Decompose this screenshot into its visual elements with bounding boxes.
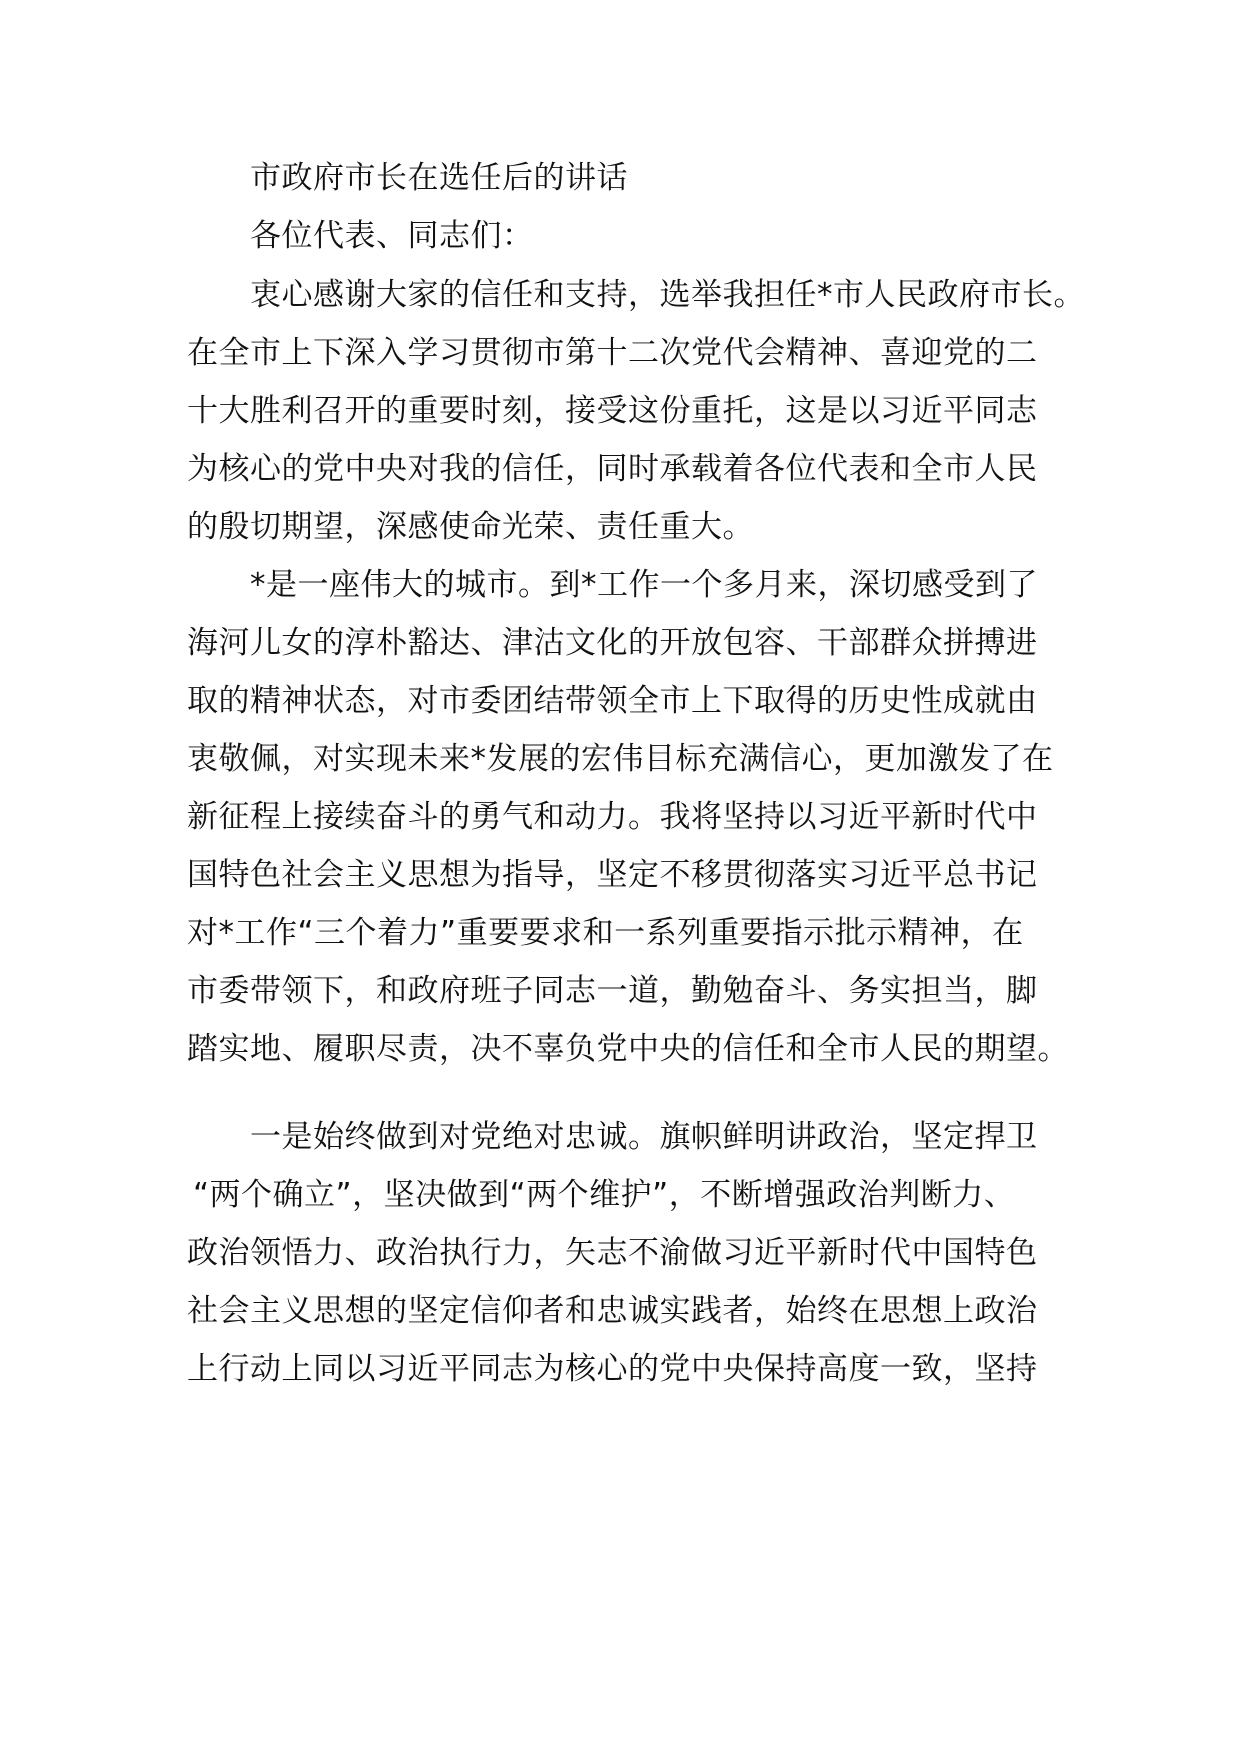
document-title: 市政府市长在选任后的讲话 xyxy=(250,160,628,196)
paragraph-line: 一是始终做到对党绝对忠诚。旗帜鲜明讲政治，坚定捍卫 xyxy=(250,1119,1038,1155)
paragraph-line: 政治领悟力、政治执行力，矢志不渝做习近平新时代中国特色 xyxy=(187,1235,1038,1271)
paragraph-line: 踏实地、履职尽责，决不辜负党中央的信任和全市人民的期望。 xyxy=(187,1031,1069,1067)
paragraph-line: 为核心的党中央对我的信任，同时承载着各位代表和全市人民 xyxy=(187,451,1038,487)
paragraph-line: 的殷切期望，深感使命光荣、责任重大。 xyxy=(187,509,754,545)
paragraph-line: 海河儿女的淳朴豁达、津沽文化的开放包容、干部群众拼搏进 xyxy=(187,625,1038,661)
paragraph-line: 上行动上同以习近平同志为核心的党中央保持高度一致，坚持 xyxy=(187,1351,1038,1387)
paragraph-line: 市委带领下，和政府班子同志一道，勤勉奋斗、务实担当，脚 xyxy=(187,973,1038,1009)
paragraph-line: 衷敬佩，对实现未来*发展的宏伟目标充满信心，更加激发了在 xyxy=(187,741,1054,777)
paragraph-line: *是一座伟大的城市。到*工作一个多月来，深切感受到了 xyxy=(250,567,1038,603)
salutation: 各位代表、同志们： xyxy=(250,218,534,254)
paragraph-line: “两个确立”，坚决做到“两个维护”，不断增强政治判断力、 xyxy=(193,1177,1016,1213)
paragraph-line: 十大胜利召开的重要时刻，接受这份重托，这是以习近平同志 xyxy=(187,393,1038,429)
paragraph-line: 取的精神状态，对市委团结带领全市上下取得的历史性成就由 xyxy=(187,683,1038,719)
paragraph-line: 在全市上下深入学习贯彻市第十二次党代会精神、喜迎党的二 xyxy=(187,335,1038,371)
paragraph-line: 新征程上接续奋斗的勇气和动力。我将坚持以习近平新时代中 xyxy=(187,799,1038,835)
paragraph-line: 对*工作“三个着力”重要要求和一系列重要指示批示精神，在 xyxy=(187,915,1024,951)
paragraph-line: 社会主义思想的坚定信仰者和忠诚实践者，始终在思想上政治 xyxy=(187,1293,1038,1329)
paragraph-line: 国特色社会主义思想为指导，坚定不移贯彻落实习近平总书记 xyxy=(187,857,1038,893)
paragraph-line: 衷心感谢大家的信任和支持，选举我担任*市人民政府市长。 xyxy=(250,277,1085,313)
